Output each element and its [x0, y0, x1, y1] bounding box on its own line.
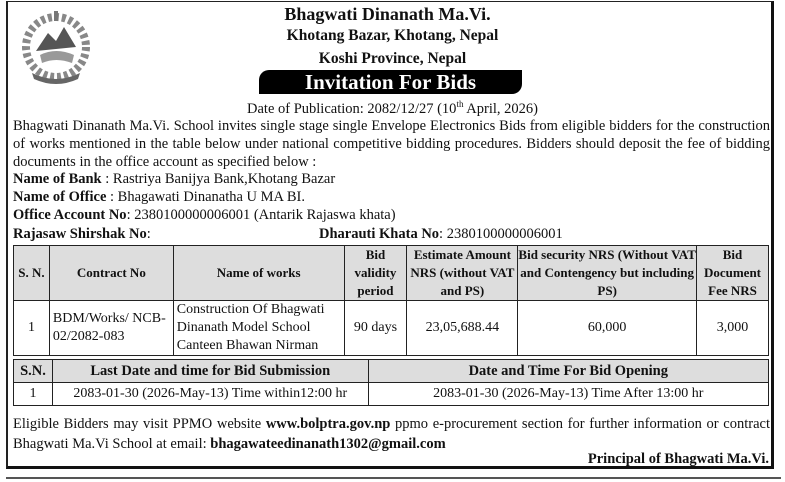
cell-security: 60,000	[518, 301, 697, 356]
office-name-label: Name of Office	[13, 189, 107, 205]
col-sn: S. N.	[14, 246, 50, 301]
works-table-header	[14, 246, 769, 301]
bank-name-value: : Rastriya Banijya Bank,Khotang Bazar	[101, 171, 336, 187]
office-name-line	[13, 189, 305, 206]
col-doc-fee: Bid Document Fee NRS	[697, 246, 769, 301]
school-name: Bhagwati Dinanath Ma.Vi.	[284, 4, 491, 24]
cell-sn: 1	[14, 301, 50, 356]
cell-estimate: 23,05,688.44	[407, 301, 518, 356]
cell-submission: 2083-01-30 (2026-May-13) Time within12:00 hr	[52, 383, 368, 406]
cell-opening: 2083-01-30 (2026-May-13) Time After 13:00 hr	[368, 383, 768, 406]
office-account-line	[13, 207, 396, 224]
divider	[6, 477, 781, 479]
publication-date-text: Date of Publication: 2082/12/27 (10	[247, 100, 457, 117]
footer-note	[13, 414, 770, 454]
cell-contract-no: BDM/Works/ NCB-02/2082-083	[49, 301, 173, 356]
publication-date-tail: April, 2026)	[463, 100, 538, 117]
publication-date	[0, 99, 785, 118]
office-name-value: : Bhagawati Dinanatha U MA BI.	[106, 189, 305, 205]
school-address: Khotang Bazar, Khotang, Nepal	[286, 27, 499, 44]
notice-title: Invitation For Bids	[259, 70, 522, 94]
dates-table-header	[14, 360, 769, 383]
dharauti-value: : 2380100000006001	[439, 226, 563, 242]
dates-table	[13, 359, 769, 406]
intro-paragraph: Bhagwati Dinanath Ma.Vi. School invites single stage single Envelope Electronics Bids from eligible bidders for the construction of works mentioned in the table below under national competitive bidding procedures. Bidders should deposit the fee of bidding documents in the office account as specified below :	[13, 118, 770, 170]
footer-text-2: ppmo e-procurement section for further information or contract Bhagwati Ma.Vi School at email:	[13, 416, 770, 452]
table-row	[14, 383, 769, 406]
cell-sn: 1	[14, 383, 53, 406]
rajasaw-value: :	[146, 226, 151, 242]
footer-text-1: Eligible Bidders may visit PPMO website	[13, 416, 266, 432]
publication-date-sup: th	[456, 99, 464, 109]
rajasaw-line	[13, 226, 151, 243]
bank-name-line	[13, 171, 335, 188]
col-sn: S.N.	[14, 360, 53, 383]
table-row	[14, 301, 769, 356]
rajasaw-label: Rajasaw Shirshak No	[13, 226, 147, 242]
col-name-of-works: Name of works	[173, 246, 344, 301]
signature: Principal of Bhagwati Ma.Vi.	[587, 451, 769, 467]
website-link[interactable]: www.bolptra.gov.np	[265, 416, 391, 432]
works-table	[13, 245, 769, 356]
bank-name-label: Name of Bank	[13, 171, 102, 187]
col-contract-no: Contract No	[49, 246, 173, 301]
cell-validity: 90 days	[344, 301, 407, 356]
dharauti-line	[319, 226, 563, 243]
cell-fee: 3,000	[697, 301, 769, 356]
col-submission: Last Date and time for Bid Submission	[52, 360, 368, 383]
school-province: Koshi Province, Nepal	[318, 50, 467, 67]
col-bid-security: Bid security NRS (Without VAT and Contengency but including PS)	[518, 246, 697, 301]
col-estimate: Estimate Amount NRS (without VAT and PS)	[407, 246, 518, 301]
cell-name-of-works: Construction Of Bhagwati Dinanath Model School Canteen Bhawan Nirman	[173, 301, 344, 356]
col-opening: Date and Time For Bid Opening	[368, 360, 768, 383]
office-account-value: : 2380100000006001 (Antarik Rajaswa khata)	[126, 207, 396, 223]
office-account-label: Office Account No	[13, 207, 127, 223]
dharauti-label: Dharauti Khata No	[319, 226, 440, 242]
email-link[interactable]: bhagawateedinanath1302@gmail.com	[210, 436, 446, 452]
col-bid-validity: Bid validity period	[344, 246, 407, 301]
